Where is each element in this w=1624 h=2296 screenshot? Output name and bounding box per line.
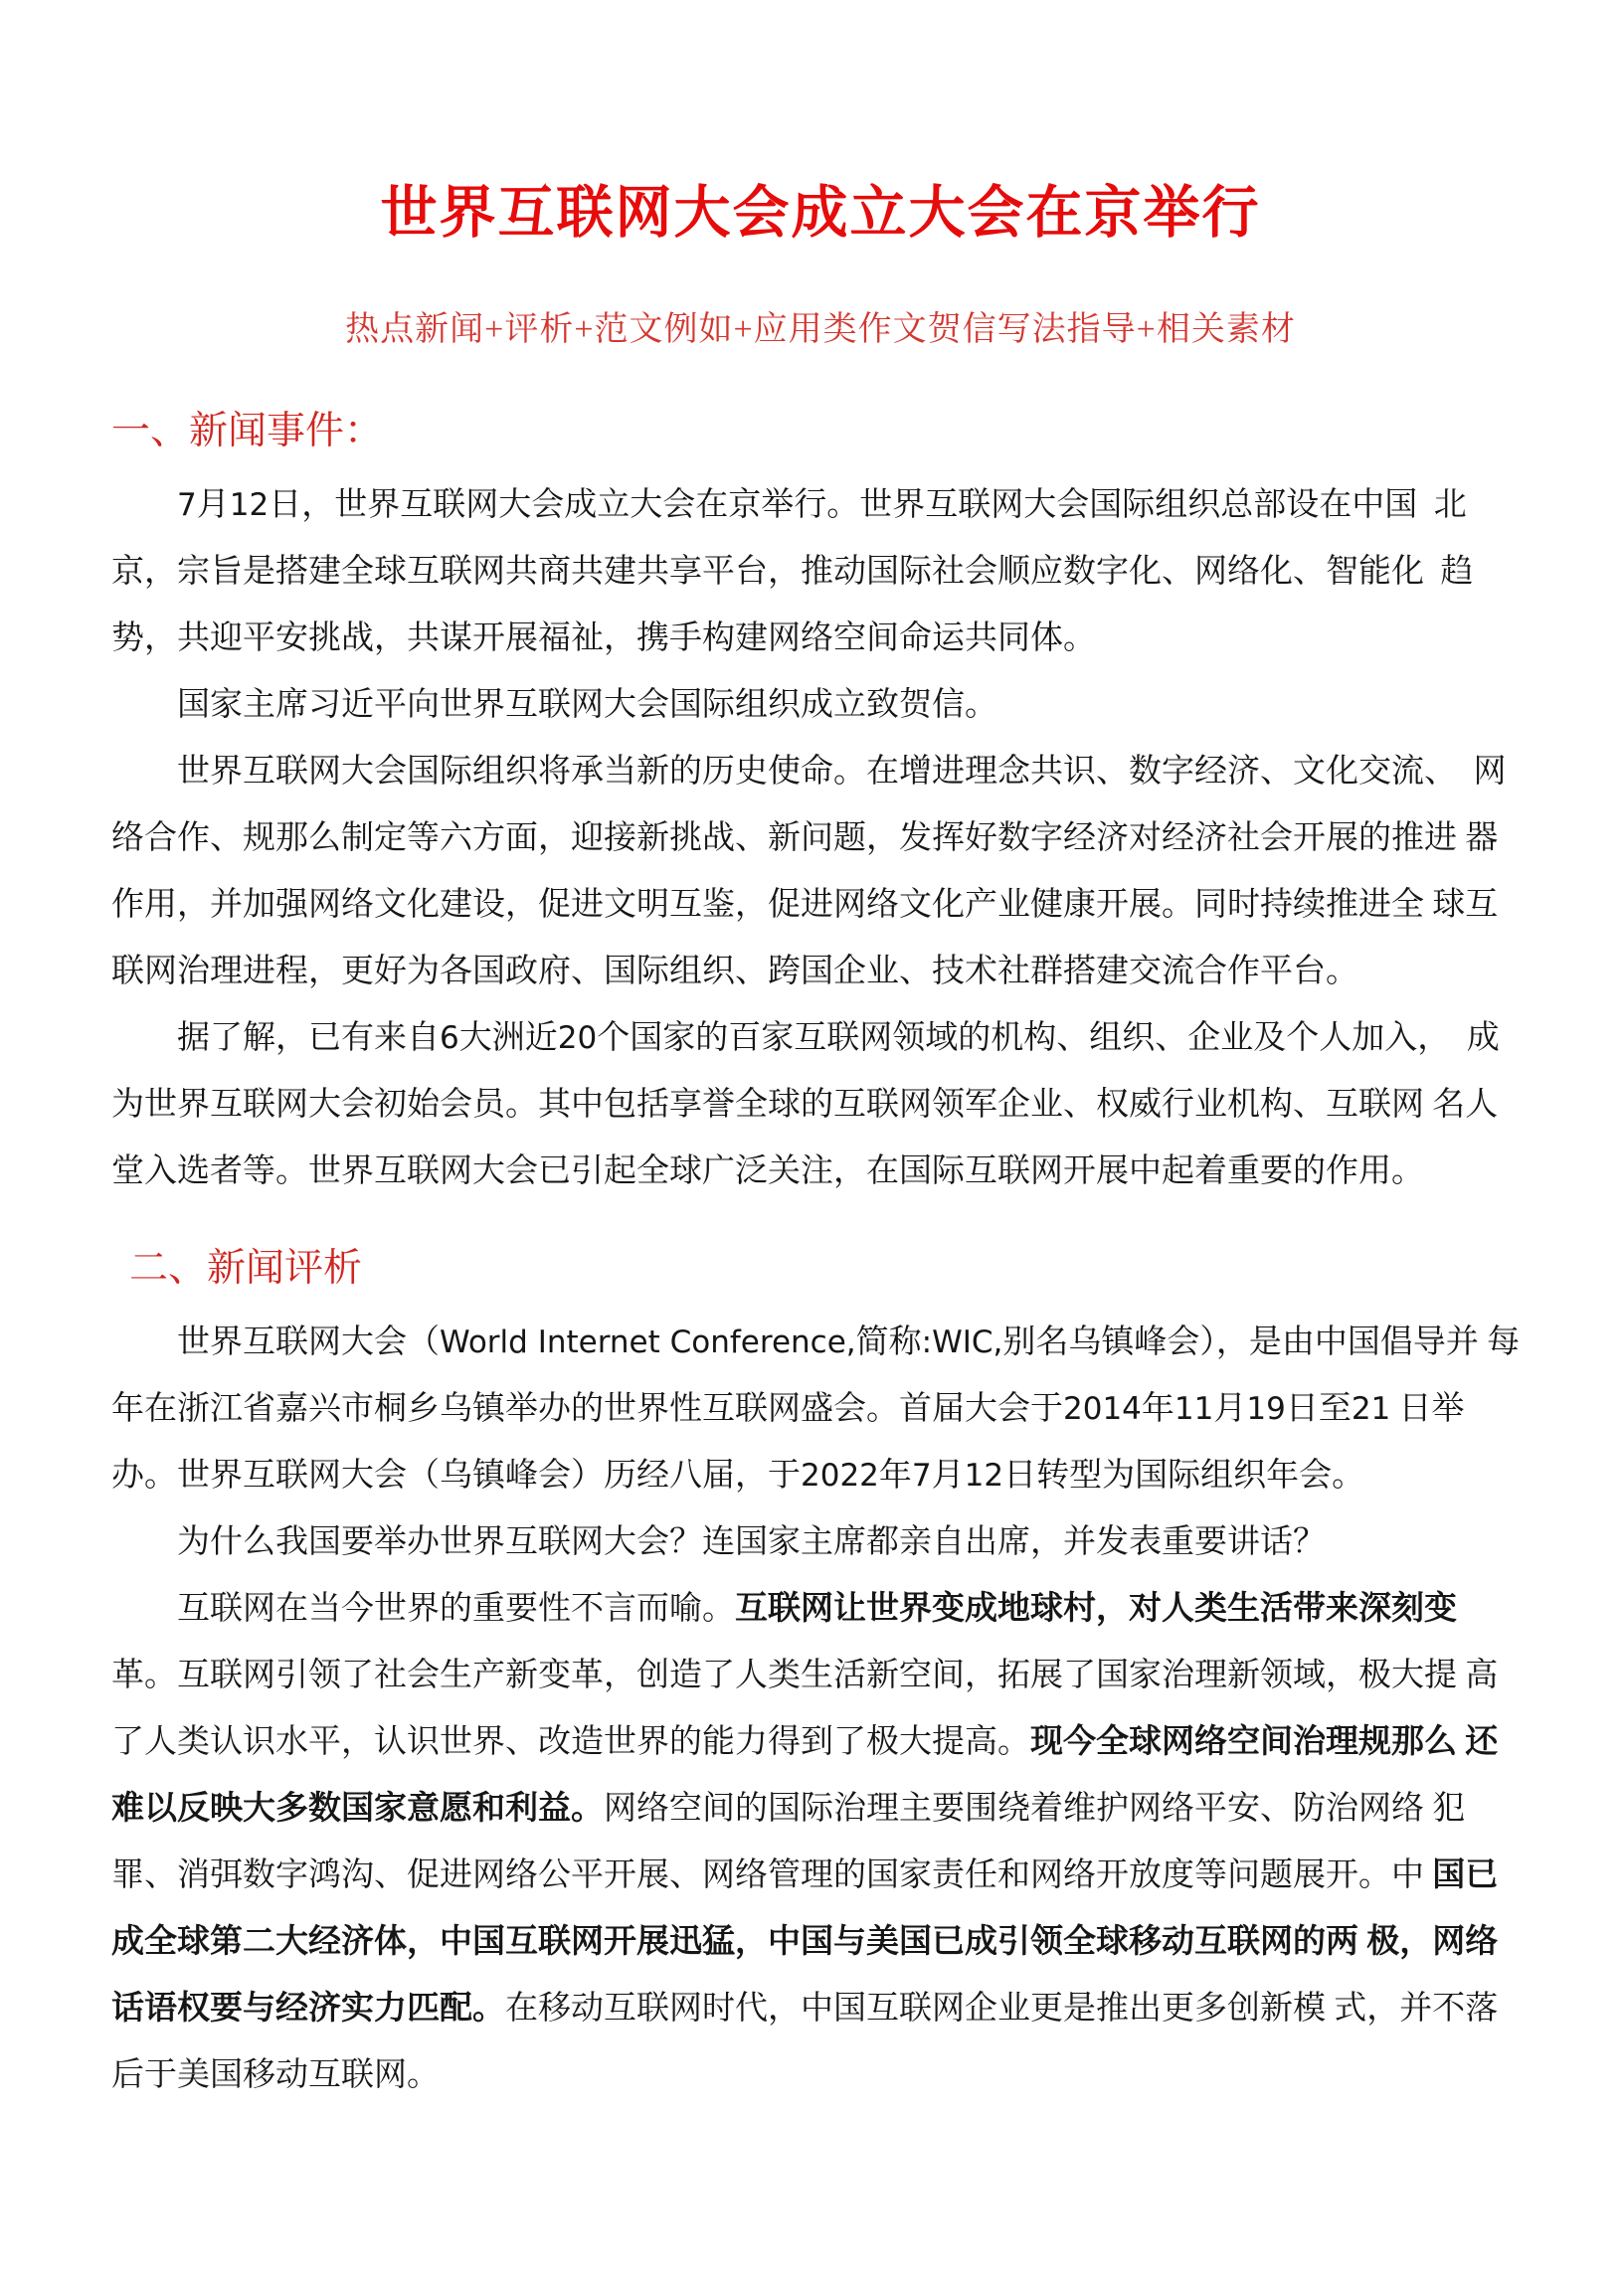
text-run: 大洲近 [458,1020,558,1057]
text-run-bold: 现今全球网络空间治理规那么 还难以反映大多数国家意愿和利益。 [111,1723,1499,1827]
paragraph [111,1005,1530,1205]
paragraph [111,1310,1530,1509]
text-run-bold: 互联网让世界变成地球村，对人类生活带来深刻变 [735,1590,1457,1627]
text-run: 别名乌镇峰会），是由中国倡导并 每年在浙江省嘉兴市桐乡乌镇举办的世界性互联网盛会。首届大会于 [111,1324,1521,1427]
text-run: 为什么我国要举办世界互联网大会？连国家主席都亲自出席，并发表重要讲话？ [177,1523,1326,1560]
text-run: 国家主席习近平向世界互联网大会国际组织成立致贺信。 [177,687,997,724]
text-run: 世界互联网大会国际组织将承当新的历史使命。在增进理念共识、数字经济、文化交流、 网络合作、规那么制定等六方面，迎接新挑战、新问题，发挥好数字经济对经济社会开展的推进 器作用，并加强网络文化建设，促进文明互鉴，促进网络文化产业健康开展。同时持续推进全 球互联网治理进程，更好为各国政府、国际组织、跨国企业、技术社群搭建交流合作平台。 [111,754,1507,990]
text-run-bold: 国已成全球第二大经济体，中国互联网开展迅猛，中国与美国已成引领全球移动互联网的两 极，网络话语权要与经济实力匹配。 [111,1856,1499,2027]
paragraph [111,739,1530,1005]
text-run: 个国家的百家互联网领域的机构、组织、企业及个人加入， 成为世界互联网大会初始会员。其中包括享誉全球的互联网领军企业、权威行业机构、互联网 名人堂入选者等。世界互联网大会已引起全球广泛关注，在国际互联网开展中起着重要的作用。 [111,1020,1500,1190]
text-run: 网络空间的国际治理主要围绕着维护网络平安、防治网络 犯罪、消弭数字鸿沟、促进网络公平开展、网络管理的国家责任和网络开放度等问题展开。中 [111,1790,1466,1893]
text-run: 12 [964,1457,1004,1494]
text-run: 2014 [1063,1390,1142,1427]
text-run: 月 [931,1457,965,1494]
text-run: 年 [878,1457,912,1494]
text-run: 7 [177,487,197,524]
text-run: 20 [557,1020,598,1057]
paragraph [111,1576,1530,2109]
text-run: World Internet Conference, [440,1324,856,1360]
section-heading-news-event: 一、新闻事件： [111,410,384,453]
paragraph [111,672,1530,739]
text-run: 12 [229,487,270,524]
text-run: 简称 [855,1324,922,1360]
paragraph [111,1509,1530,1576]
text-run: 日，世界互联网大会成立大会在京举行。世界互联网大会国际组织总部设在中国 北京，宗旨是搭建全球互联网共商共建共享平台，推动国际社会顺应数字化、网络化、智能化 趋势，共迎平安挑战，共谋开展福祉，携手构建网络空间命运共同体。 [111,487,1474,657]
text-run: 月 [1213,1390,1247,1427]
text-run: 11 [1173,1390,1214,1427]
text-run: 日举办。世界互联网大会（乌镇峰会）历经八届，于 [111,1390,1465,1494]
document-subtitle: 热点新闻+评析+范文例如+应用类作文贺信写法指导+相关素材 [345,310,1296,348]
text-run: :WIC, [921,1324,1003,1360]
text-run: 2022 [801,1457,879,1494]
text-run: 21 [1351,1390,1391,1427]
text-run: 年 [1141,1390,1174,1427]
text-run: 19 [1246,1390,1286,1427]
text-run: 月 [196,487,230,524]
text-run: 互联网在当今世界的重要性不言而喻。 [177,1590,735,1627]
text-run: 世界互联网大会（ [177,1324,440,1360]
paragraph [111,472,1530,672]
document-title: 世界互联网大会成立大会在京举行 [380,182,1261,245]
text-run: 日转型为国际组织年会。 [1003,1457,1365,1494]
text-run: 在移动互联网时代，中国互联网企业更是推出更多创新模 式，并不落后于美国移动互联网。 [111,1990,1499,2093]
text-run: 革。互联网引领了社会生产新变革，创造了人类生活新空间，拓展了国家治理新领域，极大提 高了人类认识水平，认识世界、改造世界的能力得到了极大提高。 [111,1590,1499,1760]
text-run: 日至 [1285,1390,1352,1427]
text-run: 7 [911,1457,932,1494]
section-heading-news-analysis: 二、新闻评析 [129,1247,363,1291]
text-run: 6 [440,1020,459,1057]
text-run: 据了解，已有来自 [177,1020,440,1057]
